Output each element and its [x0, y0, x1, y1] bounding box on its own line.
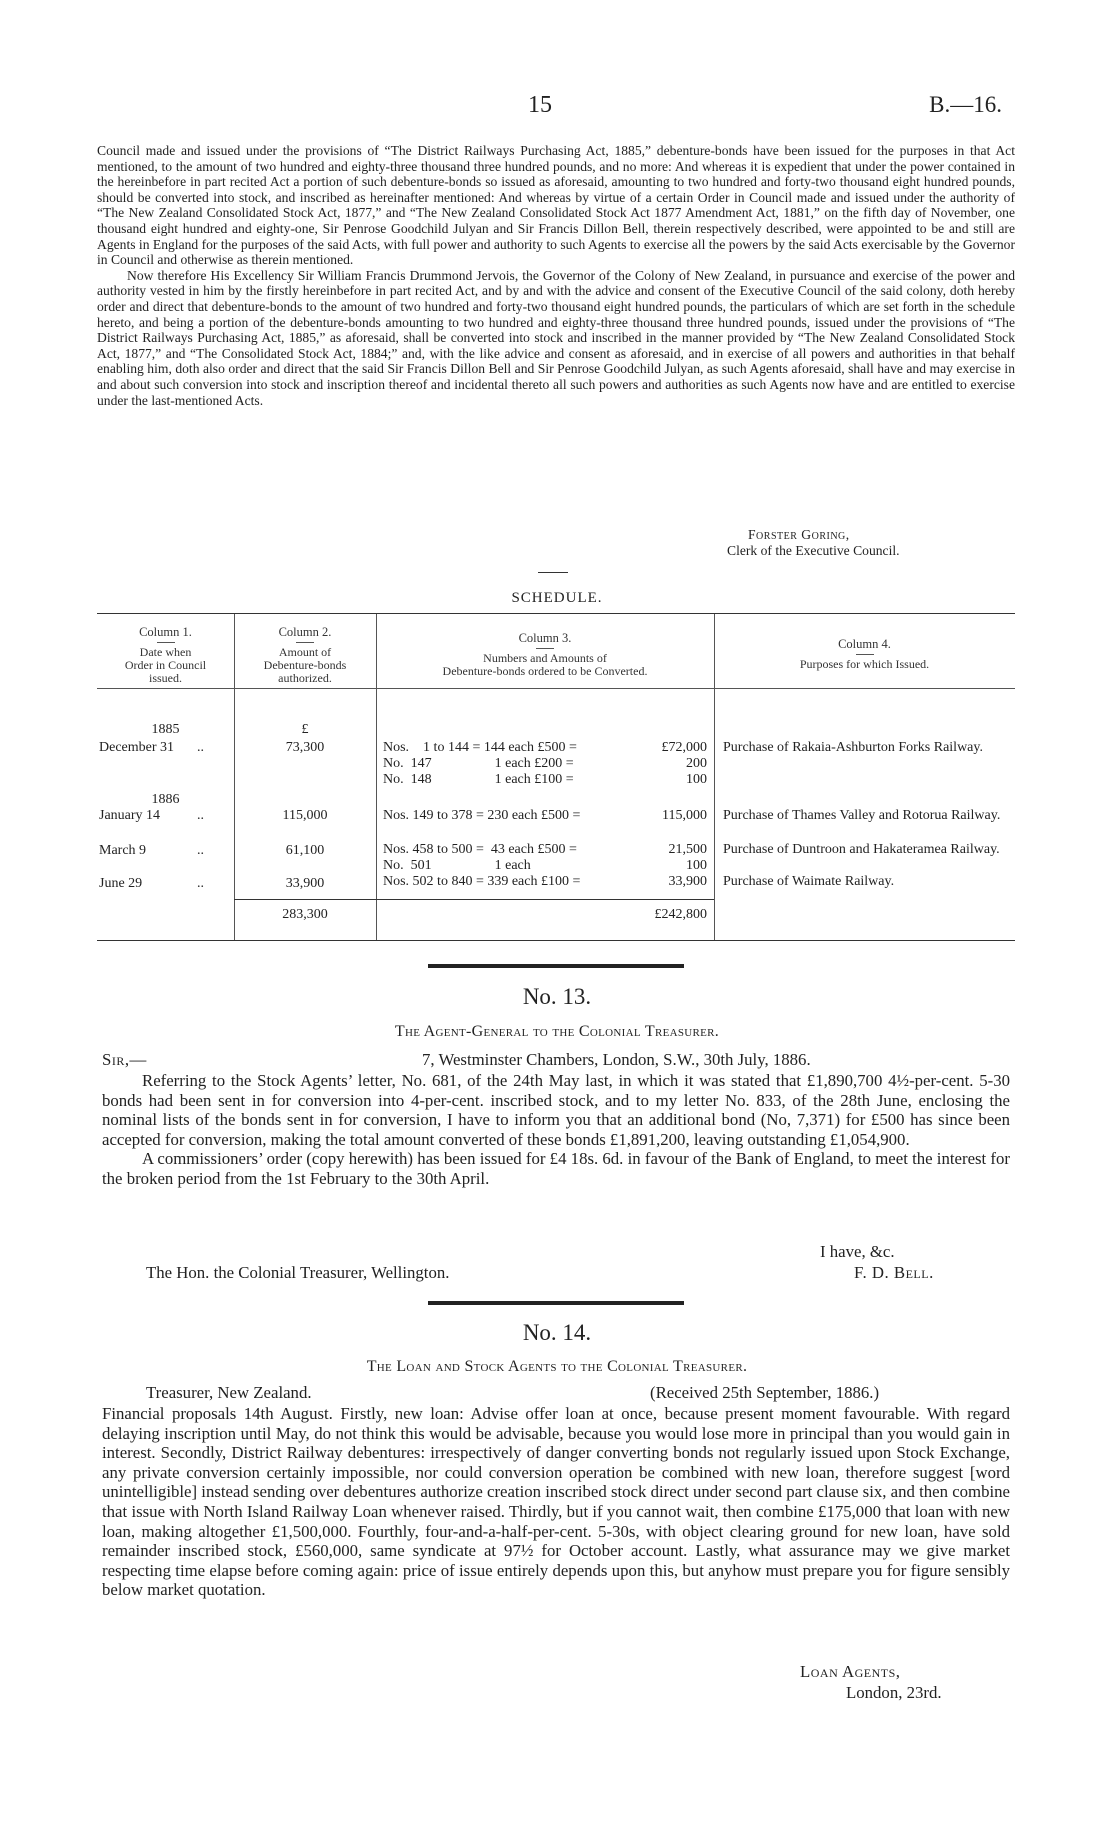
- section-13-title: No. 13.: [522, 984, 592, 1009]
- section-13-subheading: The Agent-General to the Colonial Treasurer.: [394, 1023, 720, 1040]
- column-4-header: Column 4. Purposes for which Issued.: [799, 637, 930, 671]
- section-14-body: [102, 1404, 1010, 1600]
- row-2-purpose: Purchase of Thames Valley and Rotorua Railway.: [723, 808, 1001, 823]
- order-text: [97, 143, 1015, 408]
- row-4-leader: ..: [197, 876, 204, 891]
- row-1-leader: ..: [197, 740, 204, 755]
- row-1-year: 1885: [151, 722, 180, 737]
- section-13-paragraph-2: A commissioners’ order (copy herewith) has been issued for £4 18s. 6d. in favour of the Bank of England, to meet the interest for the broken period from the 1st February to the 30th April.: [102, 1149, 1010, 1188]
- total-rule: [234, 899, 376, 900]
- order-signature-title: Clerk of the Executive Council.: [727, 543, 900, 558]
- schedule-title: SCHEDULE.: [511, 590, 603, 606]
- header-divider: [97, 688, 1015, 689]
- order-paragraph-1: Council made and issued under the provisions of “The District Railways Purchasing Act, 1885,” debenture-bonds have been issued for the purposes in that Act mentioned, to the amount of two hundred and eighty-three thousand three hundred pounds, and no more: And whereas it is expedient that under the power contained in the hereinbefore in part recited Act a portion of such debenture-bonds so issued as aforesaid, amounting to two hundred and forty-two thousand eight hundred pounds, should be converted into stock, and inscribed as hereinafter mentioned: And whereas by virtue of a certain Order in Council made and issued under the authority of “The New Zealand Consolidated Stock Act, 1877,” and “The New Zealand Consolidated Stock Act 1877 Amendment Act, 1881,” on the fifth day of November, one thousand eight hundred and eighty-one, Sir Penrose Goodchild Julyan and Sir Francis Dillon Bell, therein respectively described, were appointed to be and still are Agents in England for the purposes of the said Acts, with full power and authority to such Agents to exercise all the powers by the said Acts exercisable by the Governor in Council and otherwise as therein mentioned.: [97, 143, 1015, 268]
- place-date: London, 23rd.: [846, 1683, 942, 1702]
- column-1-header: Column 1. Date when Order in Council issued.: [124, 625, 207, 685]
- order-paragraph-2: Now therefore His Excellency Sir William Francis Drummond Jervois, the Governor of the Colony of New Zealand, in pursuance and exercise of the power and authority vested in him by the firstly hereinbefore in part recited Act, and by and with the advice and consent of the Executive Council of the said colony, doth hereby order and direct that debenture-bonds to the amount of two hundred and forty-two thousand eight hundred pounds, the particulars of which are set forth in the schedule hereto, and being a portion of the debenture-bonds amounting to two hundred and eighty-three thousand three hundred pounds, issued under the provisions of “The District Railways Purchasing Act, 1885,” as aforesaid, shall be converted into stock and inscribed in the manner provided by “The New Zealand Consolidated Stock Act, 1877,” and “The Consolidated Stock Act, 1884;” and, with the like advice and consent as aforesaid, and in exercise of all powers and authorities in that behalf enabling him, doth also order and direct that the said Sir Francis Dillon Bell and Sir Penrose Goodchild Julyan, as such Agents aforesaid, shall have and may exercise in and about such conversion into stock and inscription thereof and incidental thereto all such powers and authorities as such Agents now have and are entitled to exercise under the last-mentioned Acts.: [97, 267, 1015, 408]
- document-reference: B.—16.: [929, 92, 1002, 117]
- total-converted: £242,800: [654, 907, 707, 922]
- row-4-date: June 29: [99, 876, 143, 891]
- row-3-purpose: Purchase of Duntroon and Hakateramea Railway.: [723, 842, 1000, 857]
- telegram-to: Treasurer, New Zealand.: [146, 1383, 312, 1402]
- section-13-paragraph-1: Referring to the Stock Agents’ letter, No. 681, of the 24th May last, in which it was stated that £1,890,700 4½-per-cent. 5-30 bonds had been sent in for conversion into 4-per-cent. inscribed stock, and to my letter No. 833, of the 28th June, enclosing the nominal lists of the bonds sent in for conversion, I have to inform you that an additional bond (No, 7,371) for £500 has since been accepted for conversion, making the total amount converted of these bonds £1,891,200, leaving outstanding £1,054,900.: [102, 1071, 1010, 1149]
- section-14-paragraph: Financial proposals 14th August. Firstly, new loan: Advise offer loan at once, because present moment favourable. With regard delaying inscription until May, do not think this would be advisable, because you would lose more in principal than you would gain in interest. Secondly, District Railway debentures: irrespectively of danger converting bonds not regularly issued upon Stock Exchange, any private conversion certainly impossible, nor could conversion operation be combined with new loan, therefore suggest [word unintelligible] instead sending over debentures authorize creation inscribed stock direct under second part clause six, and then combine that issue with North Island Railway Loan whenever raised. Thirdly, but if you cannot wait, then combine £175,000 that loan with new loan, making altogether £1,500,000. Fourthly, four-and-a-half-per-cent. 5-30s, with object clearing ground for new loan, have sold remainder inscribed stock, £560,000, same syndicate at 97½ for October account. Lastly, what assurance may we give market respecting time elapse before coming again: price of issue entirely depends upon this, but anyhow must prepare you for figure sensibly below market quotation.: [102, 1404, 1010, 1600]
- salutation: Sir,—: [102, 1050, 147, 1069]
- page-number: 15: [528, 92, 552, 118]
- addressee: The Hon. the Colonial Treasurer, Wellington.: [146, 1263, 450, 1282]
- column-2-header: Column 2. Amount of Debenture-bonds authorized.: [263, 625, 347, 685]
- schedule-table: [97, 613, 1015, 941]
- signature-bell: F. D. Bell.: [854, 1263, 934, 1282]
- row-1-numbers-2: No. 147 1 each £200 =: [383, 756, 574, 771]
- total-rule: [376, 899, 714, 900]
- section-14-subheading: The Loan and Stock Agents to the Colonial Treasurer.: [366, 1358, 748, 1375]
- row-2-subtotal: 115,000: [662, 808, 707, 823]
- row-3-subtotal: 21,500: [668, 842, 707, 857]
- signature-loan-agents: Loan Agents,: [800, 1662, 901, 1681]
- row-3-numbers: Nos. 458 to 500 = 43 each £500 =: [383, 842, 577, 857]
- row-1-amount: 73,300: [285, 740, 325, 755]
- row-4-purpose: Purchase of Waimate Railway.: [723, 874, 895, 889]
- row-3-leader: ..: [197, 843, 204, 858]
- row-1-subtotal-3: 100: [686, 772, 707, 787]
- separator-dash: [538, 572, 568, 573]
- row-1-currency: £: [301, 722, 309, 737]
- row-3-date: March 9: [99, 843, 147, 858]
- row-4-subtotal: 33,900: [668, 874, 707, 889]
- row-1-date: December 31: [99, 740, 175, 755]
- row-2-date: January 14: [99, 808, 161, 823]
- column-3-header: Column 3. Numbers and Amounts of Debenture-bonds ordered to be Converted.: [442, 631, 648, 678]
- section-rule: [428, 1301, 684, 1305]
- row-4-numbers: Nos. 502 to 840 = 339 each £100 =: [383, 874, 581, 889]
- section-14-title: No. 14.: [522, 1320, 592, 1345]
- row-2-amount: 115,000: [282, 808, 328, 823]
- letter-address: 7, Westminster Chambers, London, S.W., 30th July, 1886.: [422, 1050, 811, 1069]
- row-1-numbers-3: No. 148 1 each £100 =: [383, 772, 574, 787]
- row-3-subtotal-2: 100: [686, 858, 707, 873]
- received-date: (Received 25th September, 1886.): [650, 1383, 880, 1402]
- section-13-body: [102, 1071, 1010, 1189]
- row-2-numbers: Nos. 149 to 378 = 230 each £500 =: [383, 808, 581, 823]
- order-signature-name: Forster Goring,: [748, 527, 850, 542]
- total-amount: 283,300: [282, 907, 328, 922]
- row-3-amount: 61,100: [285, 843, 325, 858]
- row-2-year: 1886: [151, 792, 180, 807]
- row-1-numbers: Nos. 1 to 144 = 144 each £500 =: [383, 740, 577, 755]
- row-1-subtotal: £72,000: [661, 740, 707, 755]
- row-3-numbers-2: No. 501 1 each: [383, 858, 531, 873]
- row-1-purpose: Purchase of Rakaia-Ashburton Forks Railway.: [723, 740, 983, 755]
- row-4-amount: 33,900: [285, 876, 325, 891]
- closing: I have, &c.: [820, 1242, 895, 1261]
- row-1-subtotal-2: 200: [686, 756, 707, 771]
- section-rule: [428, 964, 684, 968]
- row-2-leader: ..: [197, 808, 204, 823]
